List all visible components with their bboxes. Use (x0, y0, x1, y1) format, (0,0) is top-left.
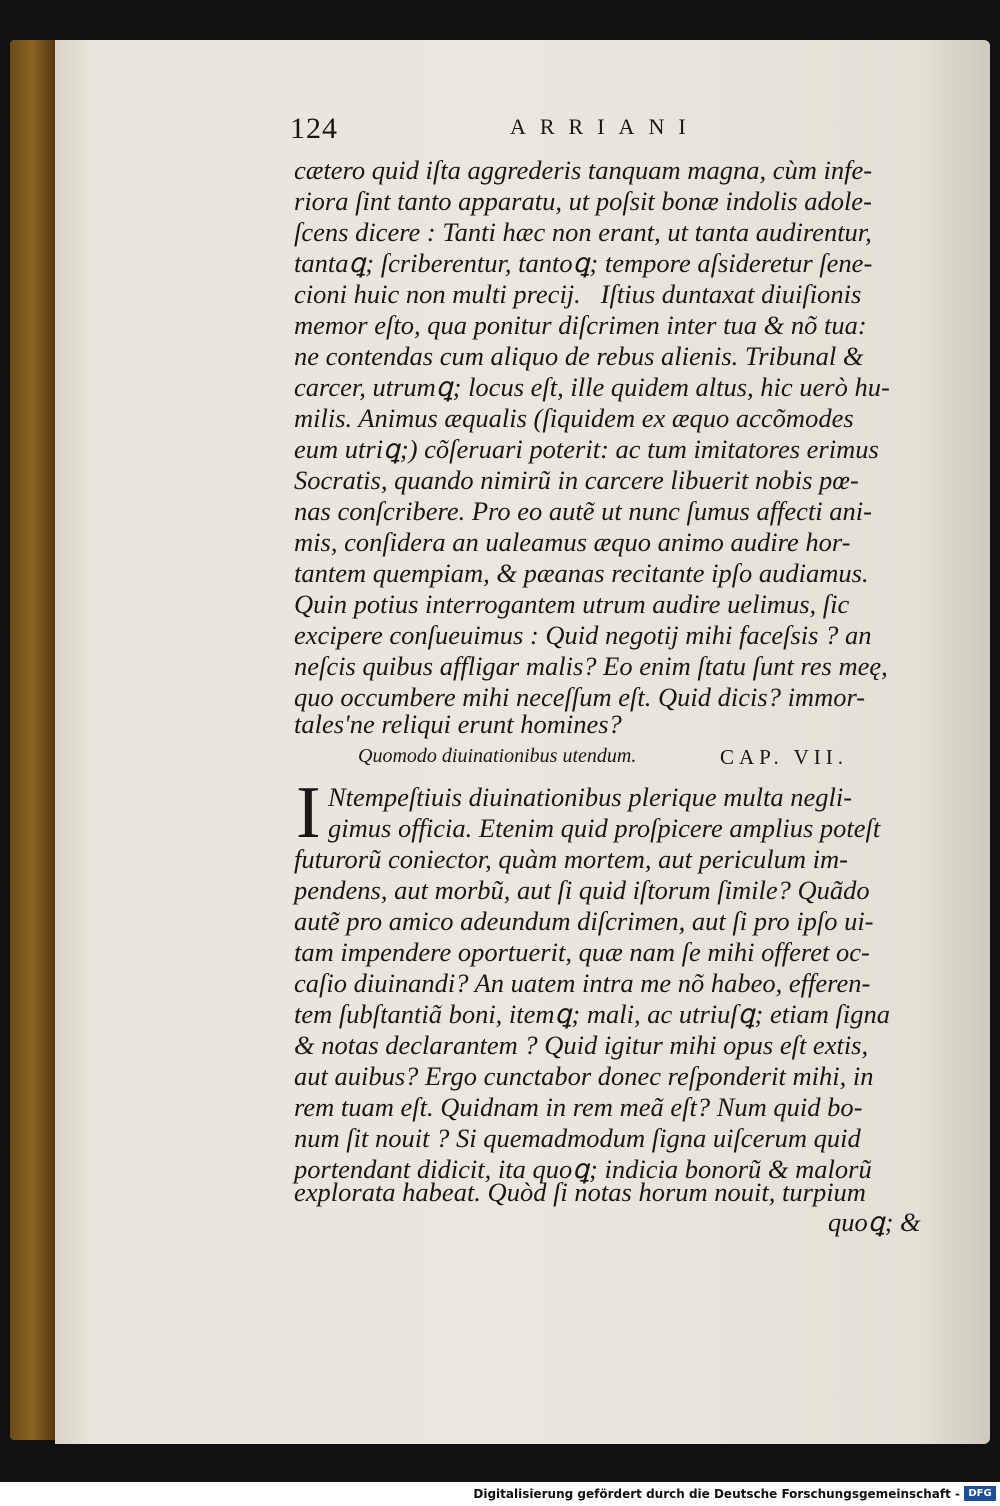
text-line: tam impendere oportuerit, quæ nam ſe mihi offeret oc- (294, 937, 870, 967)
chapter-title: Quomodo diuinationibus utendum. (358, 745, 637, 767)
text-line: cætero quid iſta aggrederis tanquam magna, cùm infe- (294, 155, 873, 185)
running-title: ARRIANI (510, 114, 700, 139)
running-head (290, 112, 760, 148)
funding-notice: Digitalisierung gefördert durch die Deutsche Forschungsgemeinschaft - (473, 1487, 960, 1501)
text-line: autẽ pro amico adeundum diſcrimen, aut ſi pro ipſo ui- (294, 906, 874, 936)
text-line: carcer, utrumꝗ; locus eſt, ille quidem altus, hic uerò hu- (294, 372, 890, 402)
text-line: rem tuam eſt. Quidnam in rem meã eſt? Num quid bo- (294, 1092, 863, 1122)
catchword: quoꝗ; & (828, 1207, 921, 1237)
chapter-heading (358, 745, 878, 777)
chapter-number: CAP. VII. (720, 745, 849, 769)
text-line: Ntempeſtiuis diuinationibus plerique multa negli- (328, 782, 853, 812)
text-line: tantaꝗ; ſcriberentur, tantoꝗ; tempore aſsideretur ſene- (294, 248, 873, 278)
text-line: futurorũ coniector, quàm mortem, aut periculum im- (294, 844, 848, 874)
text-line: portendant didicit, ita quoꝗ; indicia bonorũ & malorũ (294, 1154, 872, 1184)
text-line: explorata habeat. Quòd ſi notas horum nouit, turpium (294, 1177, 866, 1207)
text-line: num ſit nouit ? Si quemadmodum ſigna uiſcerum quid (294, 1123, 861, 1153)
text-line: gimus officia. Etenim quid proſpicere amplius poteſt (328, 813, 881, 843)
text-line: neſcis quibus affligar malis? Eo enim ſtatu ſunt res meę, (294, 651, 888, 681)
text-line: & notas declarantem ? Quid igitur mihi opus eſt extis, (294, 1030, 869, 1060)
text-line: ſcens dicere : Tanti hæc non erant, ut tanta audirentur, (294, 217, 872, 247)
page-number: 124 (290, 112, 338, 145)
footer-bar (0, 1482, 1000, 1506)
text-line: tales'ne reliqui erunt homines? (294, 709, 622, 739)
text-line: pendens, aut morbũ, aut ſi quid iſtorum ſimile? Quãdo (294, 875, 870, 905)
text-line: caſio diuinandi? An uatem intra me nõ habeo, efferen- (294, 968, 871, 998)
text-line: quo occumbere mihi neceſſum eſt. Quid dicis? immor- (294, 682, 866, 712)
dfg-logo: DFG (964, 1486, 996, 1501)
text-line: aut auibus? Ergo cunctabor donec reſponderit mihi, in (294, 1061, 874, 1091)
text-line: Quin potius interrogantem utrum audire uelimus, ſic (294, 589, 850, 619)
text-line: memor eſto, qua ponitur diſcrimen inter tua & nõ tua: (294, 310, 867, 340)
text-line: ne contendas cum aliquo de rebus alienis. Tribunal & (294, 341, 864, 371)
text-line: tantem quempiam, & pæanas recitante ipſo audiamus. (294, 558, 869, 588)
text-line: excipere conſueuimus : Quid negotij mihi faceſsis ? an (294, 620, 872, 650)
drop-capital: I (296, 772, 321, 854)
text-line: cioni huic non multi precij. Iſtius duntaxat diuiſionis (294, 279, 862, 309)
text-line: milis. Animus æqualis (ſiquidem ex æquo accõmodes (294, 403, 854, 433)
text-line: Socratis, quando nimirũ in carcere libuerit nobis pœ- (294, 465, 859, 495)
text-line: mis, conſidera an ualeamus æquo animo audire hor- (294, 527, 851, 557)
text-line: nas conſcribere. Pro eo autẽ ut nunc ſumus affecti ani- (294, 496, 872, 526)
text-line: eum utriꝗ;) cõſeruari poterit: ac tum imitatores erimus (294, 434, 879, 464)
text-line: tem ſubſtantiã boni, itemꝗ; mali, ac utriuſꝗ; etiam ſigna (294, 999, 890, 1029)
text-line: riora ſint tanto apparatu, ut poſsit bonæ indolis adole- (294, 186, 872, 216)
